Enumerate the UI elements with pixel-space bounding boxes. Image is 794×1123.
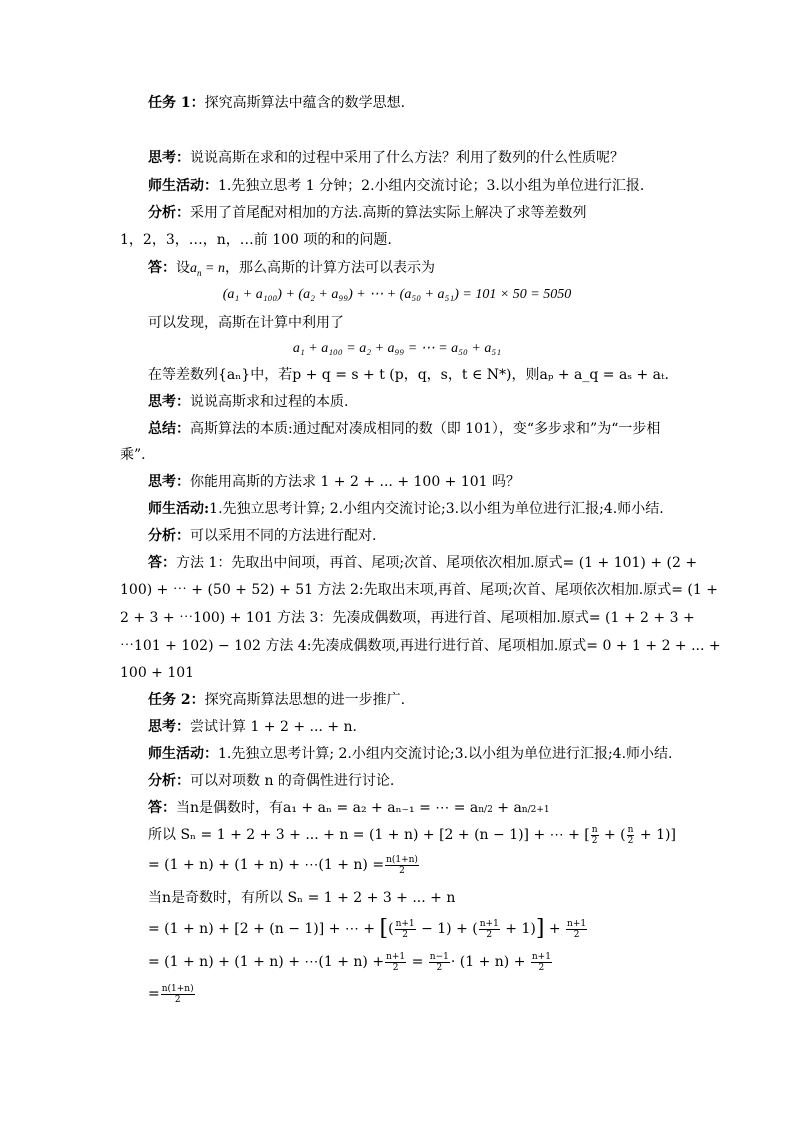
odd-3-text: = [148,986,160,1002]
answer-3-even-text: 当n是偶数时，有a₁ + aₙ = a₂ + aₙ₋₁ = ⋯ = a [176,800,479,816]
summary-line [148,417,794,441]
activity-1-text: 1.先独立思考 1 分钟；2.小组内交流讨论；3.以小组为单位进行汇报. [218,178,645,194]
summary-label: 总结： [148,421,190,437]
odd-2-text: = (1 + n) + (1 + n) + ⋯(1 + n) + [148,954,385,970]
think-4-label: 思考： [148,719,190,735]
found-line: 可以发现，高斯在计算中利用了 [148,315,344,331]
task-2-label: 任务 2： [148,692,205,708]
task-2-line [148,688,794,712]
answer-3-so-text: 所以 Sₙ = 1 + 2 + 3 + ... + n = (1 + n) + [2 + (n − 1)] + ⋯ + [ [148,827,590,843]
even-sub-2: n/2+1 [521,805,550,815]
answer-2-line-1 [148,551,794,575]
frac-n-2-b: $\frac{n}{2}$ [627,824,634,846]
answer-1-line [148,256,794,280]
activity-2-line [148,497,794,521]
activity-3-label: 师生活动： [148,746,218,762]
answer-1-text-a: 设 [176,260,190,276]
answer-2-line-2: 100) + ⋯ + (50 + 52) + 51 方法 2:先取出末项,再首、尾项;次首、尾项依次相加.原式= (1 + [120,582,718,598]
task-1-label: 任务 1： [148,95,205,111]
activity-2-text: 1.先独立思考计算; 2.小组内交流讨论;3.以小组为单位进行汇报;4.师小结. [209,501,664,517]
think-4-text: 尝试计算 1 + 2 + ... + n. [190,719,357,735]
task-1-text: 探究高斯算法中蕴含的数学思想. [204,95,406,111]
answer-1-text-b: ，那么高斯的计算方法可以表示为 [224,260,435,276]
frac-np1-2-b: $\frac{n+1}{2}$ [479,918,499,940]
summary-line-2: 乘”. [120,447,146,463]
think-3-line [148,470,794,494]
frac-n-2-a: $\frac{n}{2}$ [591,824,598,846]
think-3-label: 思考： [148,474,190,490]
answer-2-text-1: 方法 1：先取出中间项，再首、尾项;次首、尾项依次相加.原式= (1 + 101) + (2 + [176,555,698,571]
think-1-text: 说说高斯在求和的过程中采用了什么方法？利用了数列的什么性质呢？ [190,150,624,166]
analysis-3-line [148,769,794,793]
frac-np1-2-a: $\frac{n+1}{2}$ [395,918,415,940]
odd-1-text: = (1 + n) + [2 + (n − 1)] + ⋯ + [148,921,376,937]
answer-3-odd-2: = (1 + n) + (1 + n) + ⋯(1 + n) + $\frac{n+1}{2}$ = $\frac{n-1}{2}$ · (1 + n) + $\frac{n+1}{2}$ [148,951,551,973]
analysis-2-line [148,524,794,548]
answer-2-line-4: ⋯101 + 102) − 102 方法 4:先凑成偶数项,再进行进行首、尾项相加.原式= 0 + 1 + 2 + ... + [120,638,721,654]
activity-1-label: 师生活动： [148,178,218,194]
think-3-text: 你能用高斯的方法求 1 + 2 + ... + 100 + 101 吗？ [190,474,521,490]
think-2-text: 说说高斯求和过程的本质. [190,394,349,410]
answer-3-odd-line: 当n是奇数时，有所以 Sₙ = 1 + 2 + 3 + ... + n [148,890,456,906]
analysis-2-text: 可以采用不同的方法进行配对. [190,528,377,544]
answer-3-odd-3 [148,982,794,1006]
frac-n1n-2-a: $\frac{n(1+n)}{2}$ [386,854,418,876]
analysis-3-text: 可以对项数 n 的奇偶性进行讨论. [190,773,395,789]
frac-n1n-2-b: $\frac{n(1+n)}{2}$ [161,983,194,1005]
analysis-1-line [148,201,794,225]
frac-nm1-2: $\frac{n-1}{2}$ [429,951,449,973]
think-2-line [148,390,794,414]
activity-3-line [148,742,794,766]
activity-3-text: 1.先独立思考计算; 2.小组内交流讨论;3.以小组为单位进行汇报;4.师小结. [218,746,673,762]
think-4-line [148,715,794,739]
even-result-text: = (1 + n) + (1 + n) + ⋯(1 + n) = [148,857,385,873]
think-2-label: 思考： [148,394,190,410]
task-1-line [148,91,794,115]
think-1-line [148,146,794,170]
answer-1-label: 答： [148,260,176,276]
property-line: 在等差数列{aₙ}中，若p + q = s + t (p，q，s，t ∈ N*)，则aₚ + a_q = aₛ + aₜ. [148,367,669,383]
equation-2: a₁ + a₁₀₀ = a₂ + a₉₉ = ⋯ = a₅₀ + a₅₁ [292,341,502,356]
analysis-1-label: 分析： [148,205,190,221]
answer-3-even-result [148,853,794,877]
analysis-1-text: 采用了首尾配对相加的方法.高斯的算法实际上解决了求等差数列 [190,205,587,221]
frac-np1-2-e: $\frac{n+1}{2}$ [531,951,551,973]
answer-3-odd-1: = (1 + n) + [2 + (n − 1)] + ⋯ + [( $\frac{n+1}{2}$ − 1) + ( $\frac{n+1}{2}$ + 1)] + $\frac{n+1}{2}$ [148,916,587,941]
equation-1: (a₁ + a₁₀₀) + (a₂ + a₉₉) + ⋯ + (a₅₀ + a₅₁) = 101 × 50 = 5050 [222,287,572,302]
activity-1-line [148,174,794,198]
answer-3-even-line: 答：当n是偶数时，有a₁ + aₙ = a₂ + aₙ₋₁ = ⋯ = an/2 + an/2+1 [148,800,550,816]
task-2-text: 探究高斯算法思想的进一步推广. [204,692,406,708]
even-sub-1: n/2 [478,805,493,815]
answer-2-label: 答： [148,555,176,571]
summary-text: 高斯算法的本质:通过配对凑成相同的数（即 101），变“多步求和”为“一步相 [190,421,661,437]
answer-1-formula: $a_n = n$ [190,261,225,278]
frac-np1-2-d: $\frac{n+1}{2}$ [386,951,406,973]
frac-np1-2-c: $\frac{n+1}{2}$ [567,918,587,940]
sequence-line: 1，2，3，…，n，…前 100 项的和的问题. [120,232,392,248]
answer-2-line-5: 100 + 101 [120,665,195,681]
answer-3-label: 答： [148,800,176,816]
think-1-label: 思考： [148,150,190,166]
analysis-3-label: 分析： [148,773,190,789]
answer-2-line-3: 2 + 3 + ⋯100) + 101 方法 3：先凑成偶数项，再进行首、尾项相加.原式= (1 + 2 + 3 + [120,610,695,626]
answer-3-so-line: 所以 Sₙ = 1 + 2 + 3 + ... + n = (1 + n) + [2 + (n − 1)] + ⋯ + [ $\frac{n}{2}$ + ( $\frac{n}{2}$ + 1)] [148,824,676,846]
analysis-2-label: 分析： [148,528,190,544]
activity-2-label: 师生活动: [148,501,210,517]
